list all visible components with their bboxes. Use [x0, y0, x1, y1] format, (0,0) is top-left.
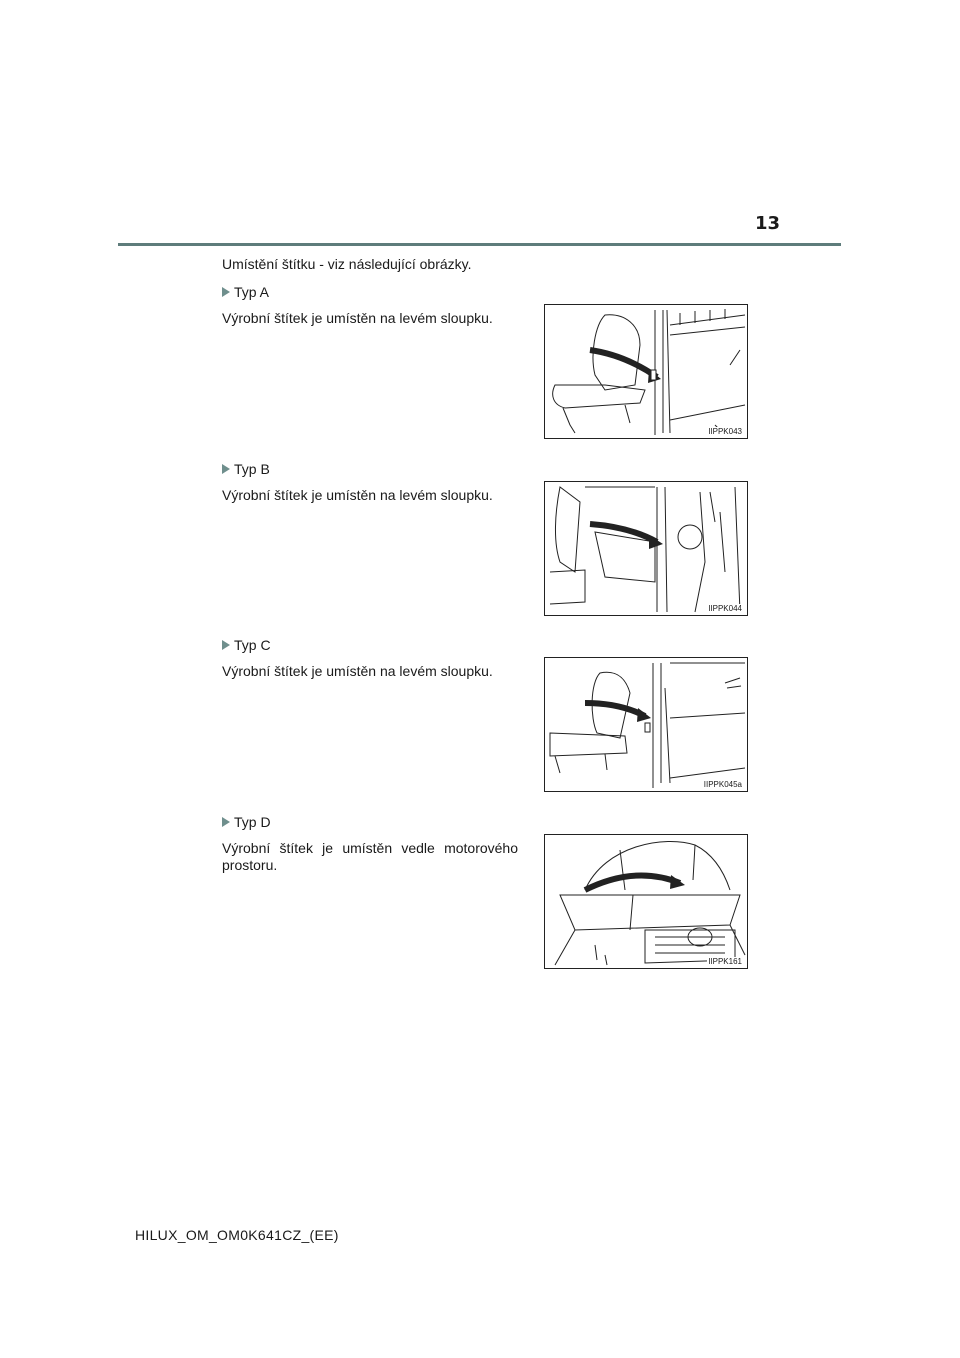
type-label: Typ D — [234, 814, 271, 830]
type-heading — [222, 637, 271, 653]
triangle-bullet-icon — [222, 464, 230, 474]
intro-text: Umístění štítku - viz následující obrázky. — [222, 256, 472, 272]
figure-seat-pillar — [544, 657, 748, 792]
header-rule — [118, 243, 841, 246]
document-code: HILUX_OM_OM0K641CZ_(EE) — [135, 1227, 339, 1243]
type-heading — [222, 284, 269, 300]
seat-pillar-illustration — [545, 482, 748, 616]
type-description: Výrobní štítek je umístěn na levém sloupku. — [222, 663, 493, 679]
type-label: Typ A — [234, 284, 270, 300]
figure-code: IIPPK044 — [708, 604, 742, 613]
type-description: Výrobní štítek je umístěn na levém sloupku. — [222, 487, 493, 503]
triangle-bullet-icon — [222, 817, 230, 827]
figure-engine-bay — [544, 834, 748, 969]
type-heading — [222, 814, 271, 830]
section-typ-b — [222, 461, 750, 621]
type-label: Typ B — [234, 461, 270, 477]
page-number: 13 — [754, 213, 780, 234]
figure-code: IIPPK161 — [708, 957, 742, 966]
seat-pillar-illustration — [545, 305, 748, 439]
seat-pillar-illustration — [545, 658, 748, 792]
section-typ-c — [222, 637, 750, 797]
section-typ-d — [222, 814, 750, 974]
triangle-bullet-icon — [222, 287, 230, 297]
type-heading — [222, 461, 270, 477]
type-description: Výrobní štítek je umístěn na levém sloupku. — [222, 310, 493, 326]
type-label: Typ C — [234, 637, 271, 653]
section-typ-a — [222, 284, 750, 444]
figure-code: IIPPK043 — [708, 427, 742, 436]
engine-bay-illustration — [545, 835, 748, 969]
triangle-bullet-icon — [222, 640, 230, 650]
figure-seat-pillar — [544, 481, 748, 616]
type-description: Výrobní štítek je umístěn vedle motorového prostoru. — [222, 840, 518, 873]
figure-code: IIPPK045a — [703, 780, 742, 789]
figure-seat-pillar — [544, 304, 748, 439]
